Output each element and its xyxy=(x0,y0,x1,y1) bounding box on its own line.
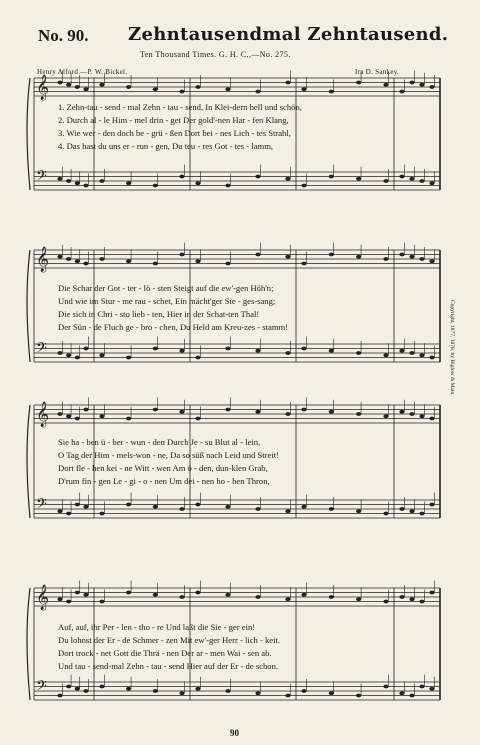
note-head xyxy=(75,259,80,263)
note-head xyxy=(356,412,361,416)
note-head xyxy=(383,600,388,604)
note-head xyxy=(66,353,71,357)
note-head xyxy=(99,83,104,87)
treble-clef-icon: 𝄞 xyxy=(36,402,50,427)
note-head xyxy=(75,503,80,507)
treble-clef-icon: 𝄞 xyxy=(36,247,50,272)
note-head xyxy=(195,591,200,595)
note-head xyxy=(419,512,424,516)
note-head xyxy=(429,85,434,89)
hymn-subtitle: Ten Thousand Times. G. H. C.,—No. 275. xyxy=(140,50,291,59)
note-head xyxy=(399,507,404,511)
note-head xyxy=(329,691,334,695)
note-head xyxy=(66,512,71,516)
note-head xyxy=(179,410,184,414)
note-head xyxy=(126,259,131,263)
bass-clef-icon: 𝄢 xyxy=(36,168,47,188)
note-head xyxy=(195,259,200,263)
note-head xyxy=(285,351,290,355)
note-head xyxy=(83,262,88,266)
note-head xyxy=(409,412,414,416)
note-head xyxy=(153,262,158,266)
note-head xyxy=(356,351,361,355)
note-head xyxy=(99,179,104,183)
lyric-line: Auf, auf, ihr Per - len - tho - re Und laßt die Sie - ger ein! xyxy=(58,622,256,632)
note-head xyxy=(301,184,306,188)
note-head xyxy=(126,356,131,360)
note-head xyxy=(301,505,306,509)
note-head xyxy=(75,687,80,691)
note-head xyxy=(255,253,260,257)
note-head xyxy=(153,505,158,509)
note-head xyxy=(153,347,158,351)
note-head xyxy=(419,600,424,604)
lyric-line: Die sich in Chri - sto lieb - ten, Hier in der Schat-ten Thal! xyxy=(58,309,260,319)
note-head xyxy=(255,691,260,695)
lyric-line: Der Sün - de Fluch ge - bro - chen, Du Held am Kreu-zes - stamm! xyxy=(58,322,289,332)
note-head xyxy=(399,691,404,695)
author-credit: Henry Alford.—P. W. Bickel. xyxy=(37,68,128,76)
note-head xyxy=(195,417,200,421)
note-head xyxy=(153,593,158,597)
note-head xyxy=(356,255,361,259)
lyric-line: Dort trock - net Gott die Thrä - nen Der ar - men Wai - sen ab. xyxy=(58,648,272,658)
note-head xyxy=(99,257,104,261)
note-head xyxy=(99,512,104,516)
note-head xyxy=(179,349,184,353)
treble-clef-icon: 𝄞 xyxy=(36,585,50,610)
hymn-title: Zehntausendmal Zehntausend. xyxy=(128,24,449,45)
note-head xyxy=(409,509,414,513)
lyric-line: Die Schar der Got - ter - lö - sten Steigt auf die ew'-gen Höh'n; xyxy=(58,283,274,293)
lyric-line: O Tag der Him - mels-won - ne, Da so süß nach Leid und Streit! xyxy=(58,450,279,460)
note-head xyxy=(383,257,388,261)
note-head xyxy=(195,687,200,691)
note-head xyxy=(126,85,131,89)
note-head xyxy=(419,685,424,689)
note-head xyxy=(409,351,414,355)
note-head xyxy=(409,694,414,698)
note-head xyxy=(301,347,306,351)
note-head xyxy=(429,591,434,595)
note-head xyxy=(153,87,158,91)
note-head xyxy=(429,687,434,691)
note-head xyxy=(301,689,306,693)
note-head xyxy=(409,255,414,259)
note-head xyxy=(225,408,230,412)
note-head xyxy=(225,505,230,509)
note-head xyxy=(383,414,388,418)
note-head xyxy=(301,593,306,597)
note-head xyxy=(329,507,334,511)
note-head xyxy=(255,90,260,94)
note-head xyxy=(179,175,184,179)
composer-credit: Ira D. Sankey. xyxy=(355,68,400,76)
page-number: 90 xyxy=(230,728,239,738)
note-head xyxy=(195,356,200,360)
note-head xyxy=(75,181,80,185)
note-head xyxy=(57,694,62,698)
note-head xyxy=(179,90,184,94)
note-head xyxy=(126,181,131,185)
note-head xyxy=(179,595,184,599)
note-head xyxy=(179,507,184,511)
note-head xyxy=(153,184,158,188)
bass-clef-icon: 𝄢 xyxy=(36,496,47,516)
lyric-line: Und tau - send-mal Zehn - tau - send Hier auf der Er - de schon. xyxy=(58,661,279,671)
note-head xyxy=(83,689,88,693)
note-head xyxy=(57,177,62,181)
note-head xyxy=(57,255,62,259)
note-head xyxy=(329,349,334,353)
note-head xyxy=(179,691,184,695)
note-head xyxy=(429,181,434,185)
lyric-line: Und wie im Stur - me rau - schet, Ein mächt'ger Sie - ges-sang; xyxy=(58,296,276,306)
note-head xyxy=(399,349,404,353)
note-head xyxy=(429,503,434,507)
note-head xyxy=(66,179,71,183)
note-head xyxy=(399,410,404,414)
note-head xyxy=(255,410,260,414)
note-head xyxy=(383,685,388,689)
lyric-line: 4. Das hast du uns er - run - gen, Du teu - res Got - tes - lamm, xyxy=(58,141,274,151)
note-head xyxy=(75,356,80,360)
note-head xyxy=(225,689,230,693)
note-head xyxy=(285,177,290,181)
note-head xyxy=(57,597,62,601)
note-head xyxy=(99,353,104,357)
note-head xyxy=(255,349,260,353)
note-head xyxy=(179,253,184,257)
note-head xyxy=(329,253,334,257)
note-head xyxy=(99,600,104,604)
note-head xyxy=(255,175,260,179)
note-head xyxy=(356,694,361,698)
note-head xyxy=(383,83,388,87)
note-head xyxy=(83,347,88,351)
note-head xyxy=(399,175,404,179)
note-head xyxy=(195,503,200,507)
note-head xyxy=(153,689,158,693)
note-head xyxy=(225,184,230,188)
copyright-notice: Copyright, 1877, 1878, by Biglow & Main. xyxy=(449,300,455,396)
note-head xyxy=(75,417,80,421)
note-head xyxy=(285,255,290,259)
note-head xyxy=(75,85,80,89)
note-head xyxy=(83,408,88,412)
note-head xyxy=(329,595,334,599)
note-head xyxy=(83,184,88,188)
lyric-line: Dort fle - hen kei - ne Witt - wen Am ö - den, dun-klen Grab, xyxy=(58,463,268,473)
note-head xyxy=(356,597,361,601)
note-head xyxy=(419,83,424,87)
note-head xyxy=(66,257,71,261)
note-head xyxy=(66,600,71,604)
bass-clef-icon: 𝄢 xyxy=(36,340,47,360)
note-head xyxy=(99,414,104,418)
note-head xyxy=(383,512,388,516)
note-head xyxy=(399,90,404,94)
note-head xyxy=(99,685,104,689)
note-head xyxy=(285,597,290,601)
note-head xyxy=(285,694,290,698)
note-head xyxy=(66,685,71,689)
note-head xyxy=(356,177,361,181)
note-head xyxy=(383,353,388,357)
note-head xyxy=(75,591,80,595)
note-head xyxy=(255,507,260,511)
note-head xyxy=(429,259,434,263)
note-head xyxy=(57,81,62,85)
note-head xyxy=(429,417,434,421)
note-head xyxy=(301,262,306,266)
lyric-line: Du lohnst der Er - de Schmer - zen Mit ew'-ger Herr - lich - keit. xyxy=(58,635,281,645)
lyric-line: 2. Durch al - le Him - mel drin - get Der gold'-nen Har - fen Klang, xyxy=(58,115,289,125)
note-head xyxy=(126,503,131,507)
note-head xyxy=(285,81,290,85)
note-head xyxy=(225,87,230,91)
note-head xyxy=(126,687,131,691)
bass-clef-icon: 𝄢 xyxy=(36,678,47,698)
note-head xyxy=(66,414,71,418)
note-head xyxy=(57,412,62,416)
note-head xyxy=(83,593,88,597)
note-head xyxy=(419,353,424,357)
note-head xyxy=(409,597,414,601)
note-head xyxy=(399,595,404,599)
note-head xyxy=(83,87,88,91)
note-head xyxy=(225,262,230,266)
note-head xyxy=(409,177,414,181)
note-head xyxy=(383,179,388,183)
note-head xyxy=(419,179,424,183)
note-head xyxy=(225,347,230,351)
note-head xyxy=(329,175,334,179)
note-head xyxy=(301,408,306,412)
note-head xyxy=(285,509,290,513)
note-head xyxy=(126,417,131,421)
note-head xyxy=(255,595,260,599)
note-head xyxy=(419,414,424,418)
lyric-line: 1. Zehn-tau - send - mal Zehn - tau - send, In Klei-dern hell und schön, xyxy=(58,102,302,112)
note-head xyxy=(356,509,361,513)
note-head xyxy=(57,509,62,513)
note-head xyxy=(409,81,414,85)
note-head xyxy=(57,351,62,355)
note-head xyxy=(329,410,334,414)
note-head xyxy=(285,412,290,416)
note-head xyxy=(356,81,361,85)
note-head xyxy=(83,505,88,509)
note-head xyxy=(225,593,230,597)
treble-clef-icon: 𝄞 xyxy=(36,75,50,100)
note-head xyxy=(66,83,71,87)
note-head xyxy=(126,591,131,595)
hymn-number: No. 90. xyxy=(38,26,89,45)
note-head xyxy=(419,257,424,261)
lyric-line: D'rum fin - gen Le - gi - o - nen Um dei - nen ho - hen Thron, xyxy=(58,476,270,486)
note-head xyxy=(195,85,200,89)
note-head xyxy=(329,90,334,94)
lyric-line: 3. Wie wer - den doch be - grü - ßen Dort bei - nes Lich - tes Strahl, xyxy=(58,128,291,138)
note-head xyxy=(195,181,200,185)
note-head xyxy=(399,253,404,257)
note-head xyxy=(153,408,158,412)
note-head xyxy=(301,87,306,91)
lyric-line: Sie ha - ben ü - ber - wun - den Durch Je - su Blut al - lein, xyxy=(58,437,261,447)
note-head xyxy=(429,356,434,360)
